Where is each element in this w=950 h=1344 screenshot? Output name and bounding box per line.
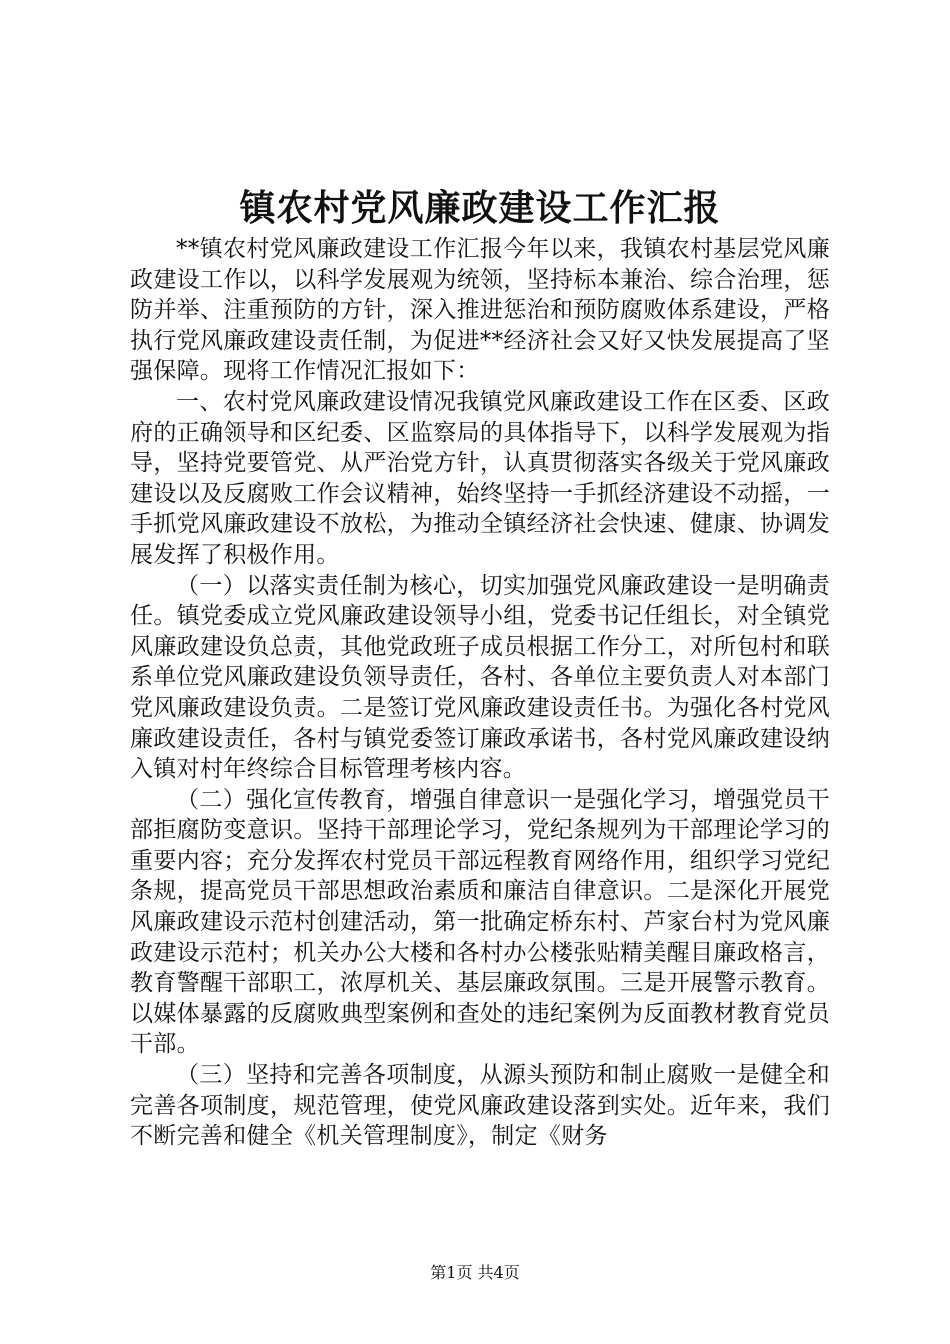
document-body: [130, 234, 830, 1152]
page-footer: 第1页 共4页: [430, 1263, 520, 1282]
paragraph: （一）以落实责任制为核心，切实加强党风廉政建设一是明确责任。镇党委成立党风廉政建设领导小组，党委书记任组长，对全镇党风廉政建设负总责，其他党政班子成员根据工作分工，对所包村和联系单位党风廉政建设负领导责任，各村、各单位主要负责人对本部门党风廉政建设负责。二是签订党风廉政建设责任书。为强化各村党风廉政建设责任，各村与镇党委签订廉政承诺书，各村党风廉政建设纳入镇对村年终综合目标管理考核内容。: [130, 572, 830, 783]
paragraph: （二）强化宣传教育，增强自律意识一是强化学习，增强党员干部拒腐防变意识。坚持干部理论学习，党纪条规列为干部理论学习的重要内容；充分发挥农村党员干部远程教育网络作用，组织学习党纪条规，提高党员干部思想政治素质和廉洁自律意识。二是深化开展党风廉政建设示范村创建活动，第一批确定桥东村、芦家台村为党风廉政建设示范村；机关办公大楼和各村办公楼张贴精美醒目廉政格言，教育警醒干部职工，浓厚机关、基层廉政氛围。三是开展警示教育。以媒体暴露的反腐败典型案例和查处的违纪案例为反面教材教育党员干部。: [130, 786, 830, 1058]
paragraph: 一、农村党风廉政建设情况我镇党风廉政建设工作在区委、区政府的正确领导和区纪委、区监察局的具体指导下，以科学发展观为指导，坚持党要管党、从严治党方针，认真贯彻落实各级关于党风廉政建设以及反腐败工作会议精神，始终坚持一手抓经济建设不动摇，一手抓党风廉政建设不放松，为推动全镇经济社会快速、健康、协调发展发挥了积极作用。: [130, 388, 830, 568]
paragraph: **镇农村党风廉政建设工作汇报今年以来，我镇农村基层党风廉政建设工作以，以科学发展观为统领，坚持标本兼治、综合治理，惩防并举、注重预防的方针，深入推进惩治和预防腐败体系建设，严格执行党风廉政建设责任制，为促进**经济社会又好又快发展提高了坚强保障。现将工作情况汇报如下：: [130, 236, 830, 385]
paragraph: （三）坚持和完善各项制度，从源头预防和制止腐败一是健全和完善各项制度，规范管理，使党风廉政建设落到实处。近年来，我们不断完善和健全《机关管理制度》，制定《财务: [130, 1062, 830, 1150]
document-title: 镇农村党风廉政建设工作汇报: [239, 187, 721, 229]
